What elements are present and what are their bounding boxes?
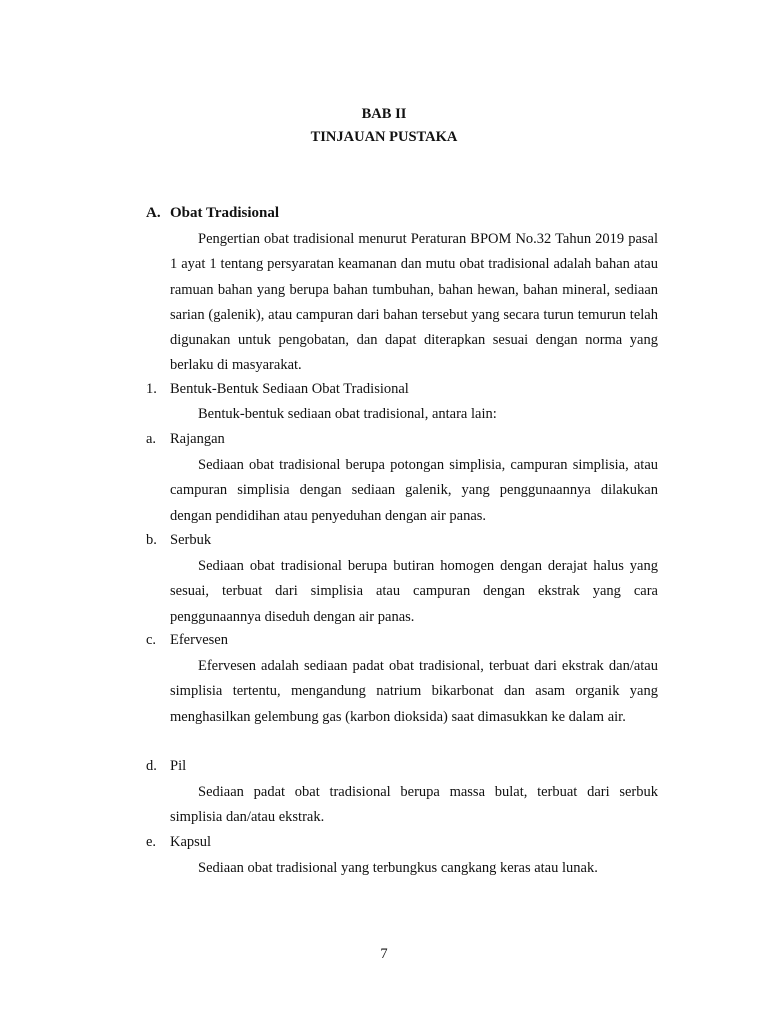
list-item-title: Rajangan	[170, 431, 225, 447]
subsection-intro	[170, 402, 658, 427]
list-item-marker: e.	[146, 834, 157, 850]
list-item-text	[170, 453, 658, 529]
list-item-body: Sediaan obat tradisional yang terbungkus cangkang keras atau lunak.	[198, 860, 598, 876]
page-number: 7	[380, 946, 388, 962]
list-item-marker: a.	[146, 431, 157, 447]
chapter-number: BAB II	[361, 106, 407, 122]
list-item-label	[146, 756, 186, 776]
list-item-marker: b.	[146, 532, 157, 548]
list-item-body: Sediaan obat tradisional berupa potongan simplisia, campuran simplisia, atau campuran simplisia dengan sediaan galenik, yang penggunaannya dilakukan dengan pendidihan atau penyeduhan dengan air panas.	[170, 457, 658, 524]
list-item-title: Efervesen	[170, 632, 228, 648]
list-item-body: Efervesen adalah sediaan padat obat tradisional, terbuat dari ekstrak dan/atau simplisia tertentu, mengandung natrium bikarbonat dan asam organik yang menghasilkan gelembung gas (karbon dioksida) saat dimasukkan ke dalam air.	[170, 658, 658, 725]
list-item-label	[146, 530, 211, 550]
section-paragraph-text: Pengertian obat tradisional menurut Peraturan BPOM No.32 Tahun 2019 pasal 1 ayat 1 tentang persyaratan keamanan dan mutu obat tradisional adalah bahan atau ramuan bahan yang berupa bahan tumbuhan, bahan hewan, bahan mineral, sediaan sarian (galenik), atau campuran dari bahan tersebut yang secara turun temurun telah digunakan untuk pengobatan, dan dapat diterapkan sesuai dengan norma yang berlaku di masyarakat.	[170, 231, 658, 374]
list-item-label	[146, 429, 225, 449]
section-paragraph	[170, 227, 658, 379]
list-item-text	[170, 856, 658, 881]
section-title: Obat Tradisional	[170, 205, 280, 221]
list-item-text	[170, 780, 658, 831]
list-item-title: Kapsul	[170, 834, 212, 850]
list-item-body: Sediaan padat obat tradisional berupa massa bulat, terbuat dari serbuk simplisia dan/atau ekstrak.	[170, 784, 658, 826]
subsection-intro-text: Bentuk-bentuk sediaan obat tradisional, antara lain:	[198, 406, 497, 422]
list-item-marker: c.	[146, 632, 157, 648]
subsection-title: Bentuk-Bentuk Sediaan Obat Tradisional	[170, 381, 409, 397]
subsection-marker: 1.	[146, 381, 157, 397]
list-item-body: Sediaan obat tradisional berupa butiran homogen dengan derajat halus yang sesuai, terbuat dari simplisia atau campuran dengan ekstrak yang cara penggunaannya diseduh dengan air panas.	[170, 558, 658, 625]
list-item-text	[170, 654, 658, 730]
section-marker: A.	[146, 205, 161, 221]
list-item-title: Pil	[170, 758, 187, 774]
section-heading	[146, 203, 279, 223]
list-item-marker: d.	[146, 758, 157, 774]
list-item-label	[146, 630, 228, 650]
list-item-label	[146, 832, 211, 852]
subsection-heading	[146, 379, 409, 399]
list-item-title: Serbuk	[170, 532, 212, 548]
list-item-text	[170, 554, 658, 630]
chapter-title: TINJAUAN PUSTAKA	[310, 129, 458, 145]
